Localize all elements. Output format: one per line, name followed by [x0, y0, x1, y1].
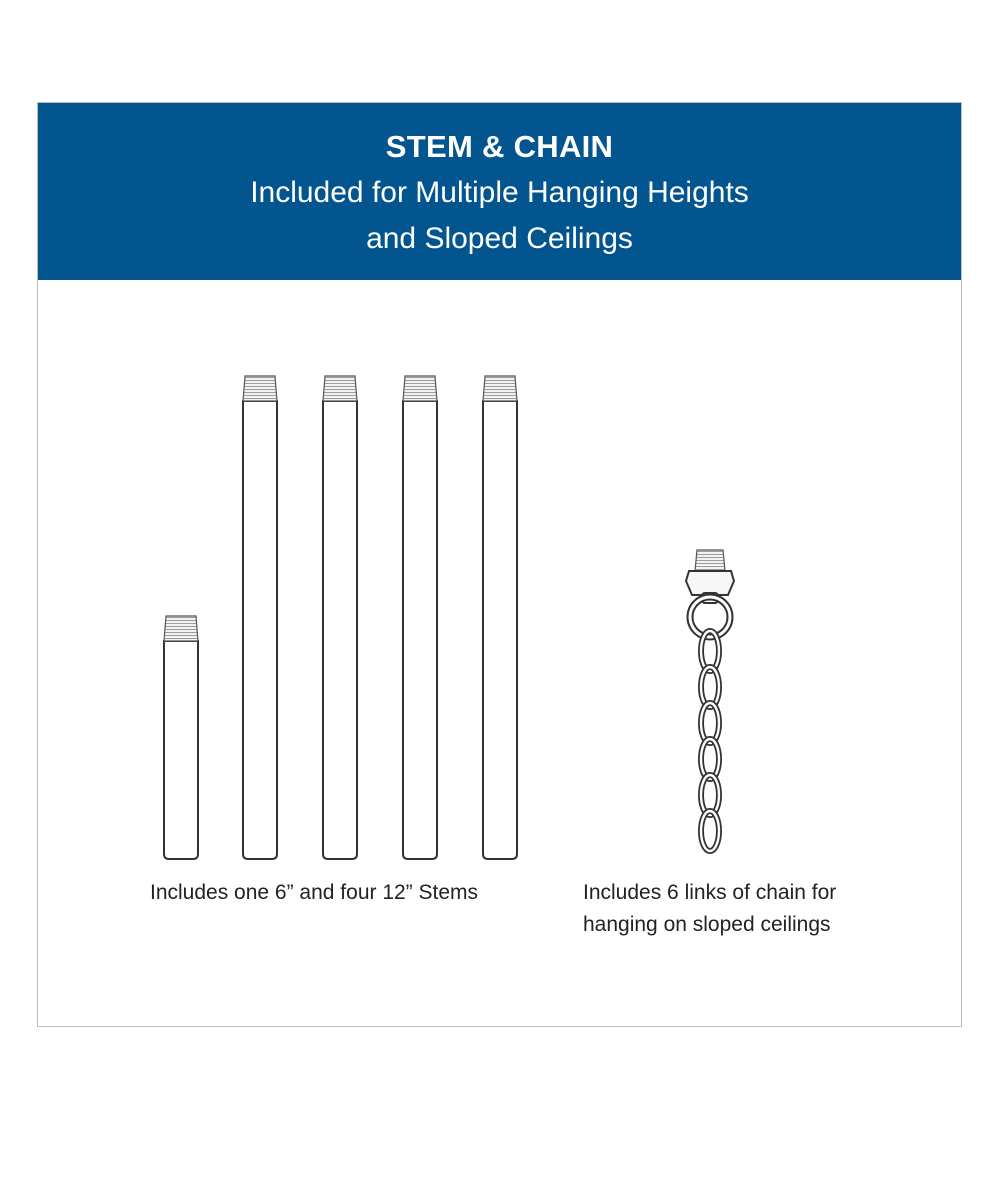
stem-12in-3: [403, 376, 437, 859]
stems-caption: Includes one 6” and four 12” Stems: [150, 881, 479, 904]
stem-12in-4: [483, 376, 517, 859]
stem-12in-2: [323, 376, 357, 859]
chain-assembly: [686, 550, 734, 851]
chain-caption-line1: Includes 6 links of chain for: [583, 881, 837, 904]
chain-links: [701, 631, 719, 851]
banner-subtitle-line2: and Sloped Ceilings: [366, 222, 633, 255]
banner-title: STEM & CHAIN: [385, 129, 614, 164]
chain-caption-line2: hanging on sloped ceilings: [583, 913, 831, 936]
banner-subtitle-line1: Included for Multiple Hanging Heights: [250, 176, 749, 209]
stem-6in: [164, 616, 198, 859]
stem-chain-card: [37, 102, 962, 1027]
chain-caption: [583, 877, 836, 941]
stem-12in-1: [243, 376, 277, 859]
